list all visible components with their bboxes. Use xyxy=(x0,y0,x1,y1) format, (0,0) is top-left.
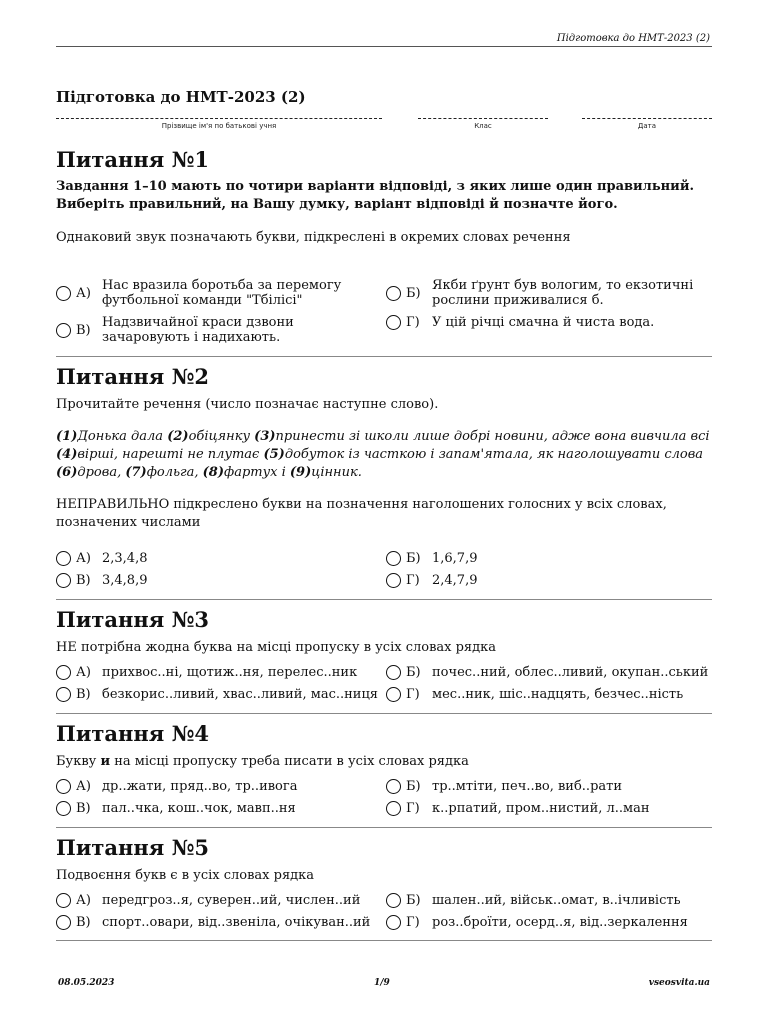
question-1-heading: Питання №1 xyxy=(56,147,210,172)
option-text: У цій річці смачна й чиста вода. xyxy=(432,315,655,330)
question-4-heading: Питання №4 xyxy=(56,721,210,746)
word-number: (3) xyxy=(254,429,276,444)
class-caption: Клас xyxy=(474,122,492,130)
footer-date: 08.05.2023 xyxy=(58,978,115,988)
header-rule xyxy=(56,46,712,47)
question-5-heading: Питання №5 xyxy=(56,835,210,860)
option-b[interactable] xyxy=(386,551,477,566)
name-caption: Прізвище ім'я по батькові учня xyxy=(161,122,277,130)
option-text: прихвос..ні, щотиж..ня, перелес..ник xyxy=(102,665,358,680)
sentence-line-1 xyxy=(56,428,712,446)
question-4-prompt xyxy=(56,753,712,771)
sentence-text: фартух і xyxy=(224,465,290,480)
question-5-prompt: Подвоєння букв є в усіх словах рядка xyxy=(56,868,315,883)
option-letter: Б) xyxy=(406,779,421,794)
sentence-text: Донька дала xyxy=(77,429,168,444)
option-v[interactable] xyxy=(56,801,296,816)
option-g[interactable] xyxy=(386,315,654,330)
radio-button[interactable] xyxy=(386,801,401,816)
radio-button[interactable] xyxy=(56,323,71,338)
prompt-text: на місці пропуску треба писати в усіх словах рядка xyxy=(110,754,469,769)
question-divider xyxy=(56,940,712,941)
sentence-text: цінник. xyxy=(311,465,362,480)
option-letter: Г) xyxy=(406,687,420,702)
option-v[interactable] xyxy=(56,315,294,345)
running-header: Підготовка до НМТ-2023 (2) xyxy=(556,33,710,44)
question-1-prompt: Однаковий звук позначають букви, підкреслені в окремих словах речення xyxy=(56,230,571,245)
document-title: Підготовка до НМТ-2023 (2) xyxy=(56,88,306,106)
prompt-text: Букву xyxy=(56,754,101,769)
question-2-line-1: НЕПРАВИЛЬНО підкреслено букви на позначення наголошених голосних у всіх словах, xyxy=(56,497,667,512)
question-divider xyxy=(56,713,712,714)
radio-button[interactable] xyxy=(56,779,71,794)
option-text: передгроз..я, суверен..ий, числен..ий xyxy=(102,893,361,908)
question-2 xyxy=(56,364,712,588)
option-text: 1,6,7,9 xyxy=(432,551,478,566)
word-number: (5) xyxy=(263,447,285,462)
word-number: (9) xyxy=(289,465,312,480)
option-text: спорт..овари, від..звеніла, очікуван..ий xyxy=(102,915,371,930)
option-letter: А) xyxy=(76,285,91,301)
option-g[interactable] xyxy=(386,801,650,816)
option-text: мес..ник, шіс..надцять, безчес..ність xyxy=(432,687,684,702)
sentence-line-3 xyxy=(56,464,712,482)
option-g[interactable] xyxy=(386,573,477,588)
option-a[interactable] xyxy=(56,551,147,566)
student-name-field[interactable] xyxy=(56,118,382,130)
question-1 xyxy=(56,147,712,345)
question-2-line-2: позначених числами xyxy=(56,515,201,530)
option-a[interactable] xyxy=(56,665,357,680)
option-letter: А) xyxy=(76,779,91,794)
radio-button[interactable] xyxy=(56,915,71,930)
date-caption: Дата xyxy=(637,122,657,130)
radio-button[interactable] xyxy=(56,687,71,702)
option-a[interactable] xyxy=(56,278,341,308)
sentence-text: фольга, xyxy=(146,465,203,480)
option-v[interactable] xyxy=(56,687,378,702)
option-text: 2,3,4,8 xyxy=(102,551,148,566)
question-3-prompt: НЕ потрібна жодна буква на місці пропуску в усіх словах рядка xyxy=(56,640,497,655)
radio-button[interactable] xyxy=(56,893,71,908)
footer-page-number: 1/9 xyxy=(374,978,390,988)
option-text: роз..броїти, осерд..я, від..зеркалення xyxy=(432,915,688,930)
date-field[interactable] xyxy=(582,118,712,130)
option-letter: Г) xyxy=(406,315,420,330)
option-letter: В) xyxy=(76,573,91,588)
option-letter: Г) xyxy=(406,573,420,588)
option-text: безкорис..ливий, хвас..ливий, мас..ниця xyxy=(102,687,379,702)
radio-button[interactable] xyxy=(56,801,71,816)
question-2-heading: Питання №2 xyxy=(56,364,210,389)
radio-button[interactable] xyxy=(386,665,401,680)
numbered-sentence xyxy=(56,428,712,482)
option-letter: Г) xyxy=(406,801,420,816)
name-line xyxy=(56,118,382,119)
word-number: (2) xyxy=(167,429,189,444)
option-letter: Б) xyxy=(406,665,421,680)
radio-button[interactable] xyxy=(386,687,401,702)
radio-button[interactable] xyxy=(386,315,401,330)
radio-button[interactable] xyxy=(56,573,71,588)
option-letter: Б) xyxy=(406,893,421,908)
option-g[interactable] xyxy=(386,687,683,702)
class-field[interactable] xyxy=(418,118,548,130)
option-letter: В) xyxy=(76,801,91,816)
option-text: 3,4,8,9 xyxy=(102,573,148,588)
radio-button[interactable] xyxy=(386,551,401,566)
date-line xyxy=(582,118,712,119)
word-number: (1) xyxy=(56,429,78,444)
question-5 xyxy=(56,835,712,930)
option-text: к..рпатий, пром..нистий, л..ман xyxy=(432,801,650,816)
radio-button[interactable] xyxy=(56,286,71,301)
sentence-text: вірші, нарешті не плутає xyxy=(77,447,264,462)
option-letter: В) xyxy=(76,687,91,702)
option-letter: А) xyxy=(76,665,91,680)
footer-site: vseosvita.ua xyxy=(648,978,710,988)
option-text: др..жати, пряд..во, тр..ивога xyxy=(102,779,298,794)
option-letter: Б) xyxy=(406,285,421,301)
sentence-text: обіцянку xyxy=(188,429,255,444)
question-4 xyxy=(56,721,712,816)
question-3 xyxy=(56,607,712,702)
sentence-text: дрова, xyxy=(77,465,126,480)
radio-button[interactable] xyxy=(56,551,71,566)
option-text: Нас вразила боротьба за перемогу футбольної команди "Тбілісі" xyxy=(102,278,342,308)
option-g[interactable] xyxy=(386,915,688,930)
option-letter: А) xyxy=(76,893,91,908)
class-line xyxy=(418,118,548,119)
radio-button[interactable] xyxy=(386,779,401,794)
word-number: (4) xyxy=(56,447,78,462)
option-text: шален..ий, військ..омат, в..ічливість xyxy=(432,893,681,908)
option-letter: А) xyxy=(76,551,91,566)
option-letter: В) xyxy=(76,915,91,930)
radio-button[interactable] xyxy=(386,573,401,588)
option-b[interactable] xyxy=(386,779,622,794)
option-text: Якби ґрунт був вологим, то екзотичні рослини приживалися б. xyxy=(432,278,694,308)
option-letter: В) xyxy=(76,322,91,338)
question-divider xyxy=(56,827,712,828)
question-divider xyxy=(56,599,712,600)
option-letter: Г) xyxy=(406,915,420,930)
word-number: (7) xyxy=(125,465,147,480)
sentence-line-2 xyxy=(56,446,712,464)
option-text: почес..ний, облес..ливий, окупан..ський xyxy=(432,665,709,680)
instruction-line-2: Виберіть правильний, на Вашу думку, варіант відповіді й позначте його. xyxy=(56,197,618,212)
radio-button[interactable] xyxy=(386,893,401,908)
question-3-heading: Питання №3 xyxy=(56,607,210,632)
option-v[interactable] xyxy=(56,915,370,930)
option-b[interactable] xyxy=(386,665,708,680)
option-v[interactable] xyxy=(56,573,147,588)
option-letter: Б) xyxy=(406,551,421,566)
radio-button[interactable] xyxy=(386,915,401,930)
radio-button[interactable] xyxy=(56,665,71,680)
option-text: тр..мтіти, печ..во, виб..рати xyxy=(432,779,622,794)
sentence-text: добуток із часткою і запам'ятала, як наголошувати слова xyxy=(284,447,704,462)
question-divider xyxy=(56,356,712,357)
option-text: Надзвичайної краси дзвони зачаровують і надихають. xyxy=(102,315,294,345)
option-a[interactable] xyxy=(56,779,297,794)
option-text: 2,4,7,9 xyxy=(432,573,478,588)
option-b[interactable] xyxy=(386,278,693,308)
sentence-text: принести зі школи лише добрі новини, адже вона вивчила всі xyxy=(275,429,710,444)
word-number: (8) xyxy=(202,465,225,480)
radio-button[interactable] xyxy=(386,286,401,301)
word-number: (6) xyxy=(56,465,78,480)
option-text: пал..чка, кош..чок, мавп..ня xyxy=(102,801,296,816)
option-b[interactable] xyxy=(386,893,681,908)
prompt-letter: и xyxy=(100,754,111,769)
option-a[interactable] xyxy=(56,893,360,908)
instruction-line-1: Завдання 1–10 мають по чотири варіанти відповіді, з яких лише один правильний. xyxy=(56,179,694,194)
question-2-prompt: Прочитайте речення (число позначає наступне слово). xyxy=(56,397,439,412)
